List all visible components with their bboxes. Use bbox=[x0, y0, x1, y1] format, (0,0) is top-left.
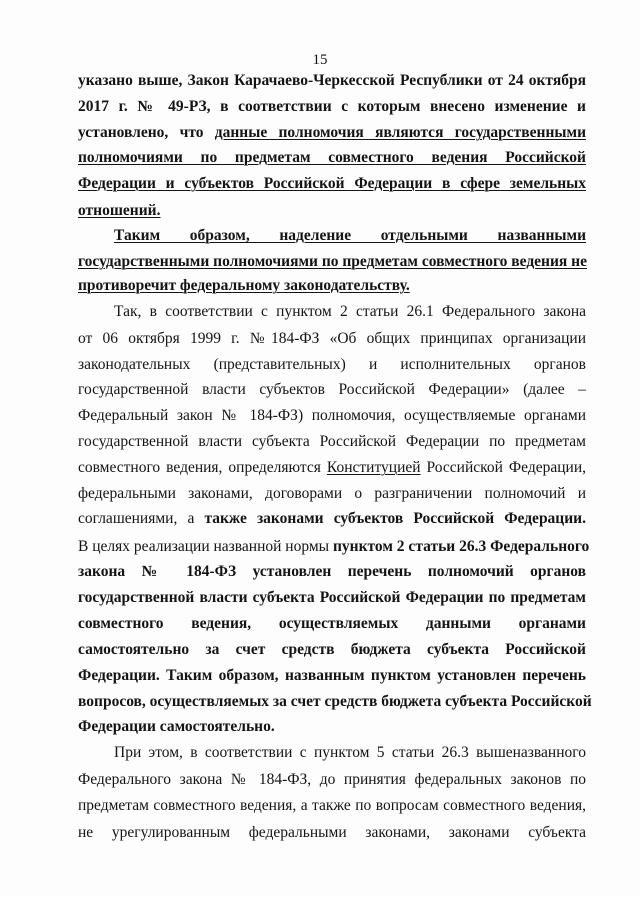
text-segment: отношений. bbox=[78, 202, 161, 219]
text-segment: соглашениями, а bbox=[78, 510, 205, 527]
text-segment: государственной власти субъекта Российской Федерации по предметам bbox=[78, 589, 586, 606]
text-segment: При этом, в соответствии с пунктом 5 статьи 26.3 вышеназванного bbox=[114, 744, 586, 761]
text-segment: противоречит федеральному законодательству. bbox=[78, 277, 410, 294]
text-segment: государственной власти субъектов Российской Федерации» (далее – bbox=[78, 381, 586, 398]
text-line bbox=[78, 560, 586, 584]
text-segment: совместного ведения, осуществляемых данными органами bbox=[78, 615, 586, 632]
text-segment: данные полномочия являются государственными bbox=[214, 124, 586, 141]
text-line bbox=[78, 95, 586, 119]
text-segment: закона № 184-ФЗ установлен перечень полномочий органов bbox=[78, 563, 586, 580]
text-line bbox=[78, 482, 586, 506]
text-segment: не урегулированным федеральными законами, законами субъекта bbox=[78, 824, 586, 841]
text-segment: В целях реализации названной нормы bbox=[78, 538, 333, 555]
text-line bbox=[78, 535, 590, 559]
text-line bbox=[78, 327, 586, 351]
text-segment: Федерального закона № 184-ФЗ, до принятия федеральных законов по bbox=[78, 771, 586, 788]
text-segment: полномочиями по предметам совместного ведения Российской bbox=[78, 149, 586, 166]
text-line bbox=[78, 274, 586, 298]
text-segment: установлено, что bbox=[78, 124, 215, 141]
text-line bbox=[78, 121, 586, 145]
text-line bbox=[114, 300, 586, 324]
text-line bbox=[78, 638, 586, 662]
text-line bbox=[78, 794, 586, 818]
text-segment: Таким образом, наделение отдельными названными bbox=[114, 227, 586, 244]
text-line bbox=[78, 353, 586, 377]
text-line bbox=[78, 404, 586, 428]
text-line bbox=[78, 612, 586, 636]
text-line bbox=[78, 715, 586, 739]
text-segment: законодательных (представительных) и исполнительных органов bbox=[78, 356, 586, 373]
text-line bbox=[114, 224, 586, 248]
text-line bbox=[78, 146, 586, 170]
text-segment: Конституцией bbox=[326, 459, 421, 476]
page-number: 15 bbox=[312, 52, 328, 68]
text-segment: федеральными законами, договорами о разграничении полномочий и bbox=[78, 485, 586, 502]
text-line bbox=[114, 741, 586, 765]
text-line bbox=[78, 456, 586, 480]
text-segment: Федерации и субъектов Российской Федерации в сфере земельных bbox=[78, 175, 586, 192]
text-segment: самостоятельно за счет средств бюджета субъекта Российской bbox=[78, 641, 586, 658]
text-segment: Федерации самостоятельно. bbox=[78, 718, 275, 735]
text-segment: предметам совместного ведения, а также по вопросам совместного ведения, bbox=[78, 797, 586, 814]
text-segment: также законами субъектов Российской Федерации. bbox=[204, 510, 586, 527]
text-segment: Федерации. Таким образом, названным пунктом установлен перечень bbox=[78, 667, 586, 684]
text-line bbox=[78, 507, 586, 531]
text-line bbox=[78, 250, 586, 274]
text-segment: вопросов, осуществляемых за счет средств бюджета субъекта Российской bbox=[78, 693, 592, 710]
text-line bbox=[78, 430, 586, 454]
text-segment: 2017 г. № 49-РЗ, в соответствии с которым внесено изменение и bbox=[78, 98, 586, 115]
text-segment: указано выше, Закон Карачаево-Черкесской Республики от 24 октября bbox=[78, 72, 586, 89]
text-line bbox=[78, 69, 586, 93]
text-line bbox=[78, 172, 586, 196]
text-segment: пунктом 2 статьи 26.3 Федерального bbox=[332, 538, 590, 555]
text-segment: Российской Федерации, bbox=[420, 459, 587, 476]
text-segment: Федеральный закон № 184-ФЗ) полномочия, осуществляемые органами bbox=[78, 407, 586, 424]
text-line bbox=[78, 768, 586, 792]
text-line bbox=[78, 821, 586, 845]
text-segment: государственными полномочиями по предметам совместного ведения не bbox=[78, 253, 587, 270]
text-line bbox=[78, 586, 586, 610]
text-line bbox=[78, 664, 586, 688]
text-segment: Так, в соответствии с пунктом 2 статьи 26.1 Федерального закона bbox=[114, 303, 586, 320]
text-line bbox=[78, 690, 592, 714]
text-line bbox=[78, 199, 586, 223]
text-line bbox=[78, 378, 586, 402]
text-segment: государственной власти субъекта Российской Федерации по предметам bbox=[78, 433, 586, 450]
text-segment: от 06 октября 1999 г. №184-ФЗ «Об общих принципах организации bbox=[78, 330, 586, 347]
text-segment: совместного ведения, определяются bbox=[78, 459, 327, 476]
